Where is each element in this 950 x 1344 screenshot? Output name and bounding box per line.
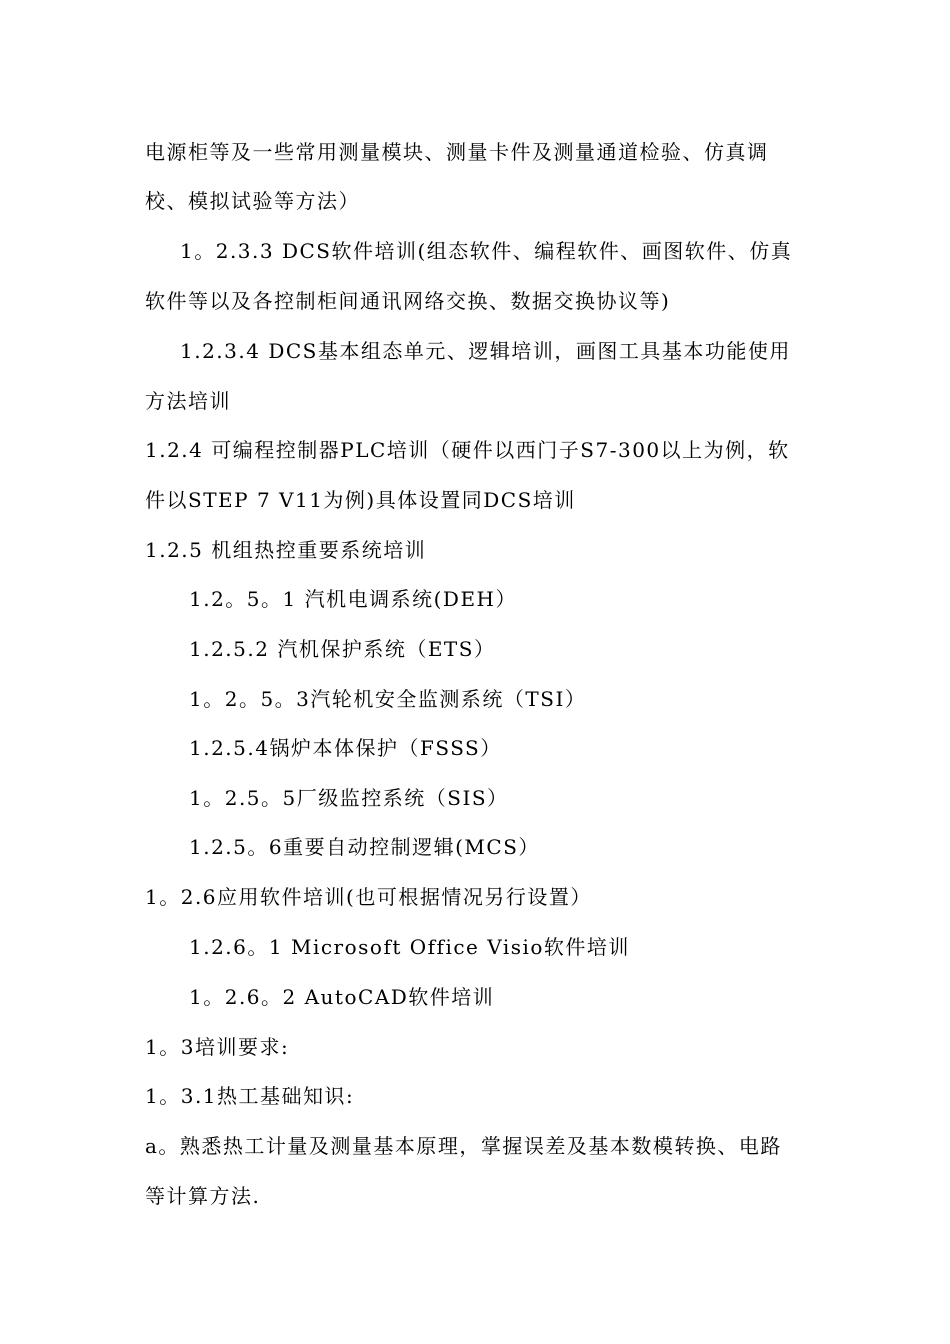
text-line-13: 1.2.5.4锅炉本体保护（FSSS） [189, 736, 502, 760]
text-line-20: 1。3.1热工基础知识: [145, 1084, 355, 1108]
text-line-12: 1。2。5。3汽轮机安全监测系统（TSI） [189, 687, 587, 711]
text-line-19: 1。3培训要求: [145, 1035, 290, 1059]
text-line-10: 1.2。5。1 汽机电调系统(DEH） [189, 587, 517, 611]
text-line-6: 方法培训 [145, 389, 231, 413]
text-line-17: 1.2.6。1 Microsoft Office Visio软件培训 [189, 935, 630, 959]
text-line-22: 等计算方法. [145, 1184, 261, 1208]
text-line-4: 软件等以及各控制柜间通讯网络交换、数据交换协议等) [145, 289, 671, 313]
text-line-16: 1。2.6应用软件培训(也可根据情况另行设置） [145, 885, 592, 909]
text-line-2: 校、模拟试验等方法） [145, 189, 360, 213]
text-line-1: 电源柜等及一些常用测量模块、测量卡件及测量通道检验、仿真调 [145, 140, 769, 164]
text-line-5: 1.2.3.4 DCS基本组态单元、逻辑培训，画图工具基本功能使用 [180, 339, 791, 363]
text-line-14: 1。2.5。5厂级监控系统（SIS） [189, 786, 509, 810]
text-line-11: 1.2.5.2 汽机保护系统（ETS） [189, 637, 496, 661]
text-line-15: 1.2.5。6重要自动控制逻辑(MCS） [189, 835, 540, 859]
text-line-3: 1。2.3.3 DCS软件培训(组态软件、编程软件、画图软件、仿真 [180, 239, 793, 263]
text-line-8: 件以STEP 7 V11为例)具体设置同DCS培训 [145, 488, 576, 512]
text-line-18: 1。2.6。2 AutoCAD软件培训 [189, 985, 495, 1009]
text-line-7: 1.2.4 可编程控制器PLC培训（硬件以西门子S7-300以上为例，软 [145, 438, 790, 462]
text-line-9: 1.2.5 机组热控重要系统培训 [145, 538, 427, 562]
text-line-21: a。熟悉热工计量及测量基本原理，掌握误差及基本数模转换、电路 [145, 1134, 782, 1158]
